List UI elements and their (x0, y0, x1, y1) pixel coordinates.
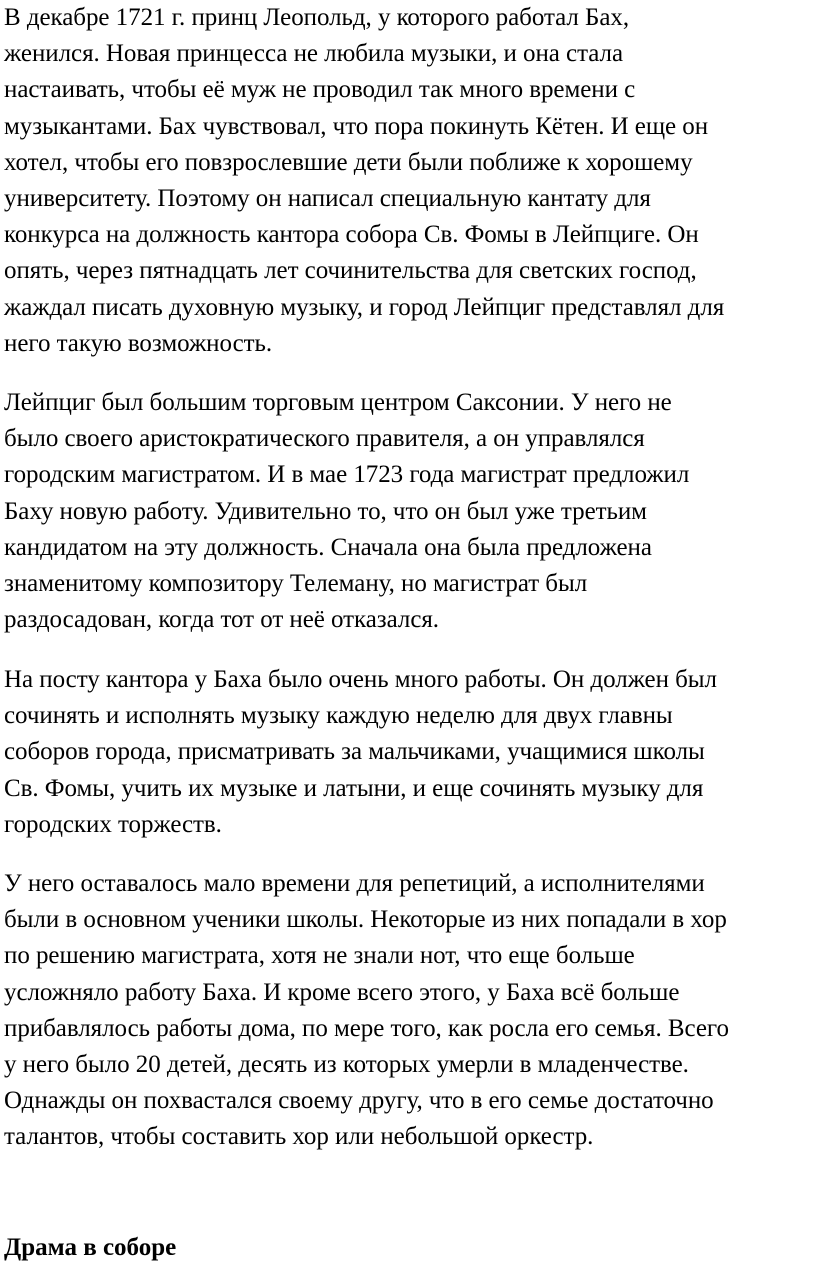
section-heading: Драма в соборе (4, 1234, 177, 1261)
paragraph-cantor-duties: На посту кантора у Баха было очень много работы. Он должен был сочинять и исполнять музыку каждую неделю для двух главны соборов города, присматривать за мальчиками, учащимися школы Св. Фомы, учить их музыке и латыни, и еще сочинять музыку для городских торжеств. (4, 666, 717, 838)
paragraph-leopold-marriage: В декабре 1721 г. принц Леопольд, у которого работал Бах, женился. Новая принцесса не любила музыки, и она стала настаивать, чтобы её муж не проводил так много времени с музыкантами. Бах чувствовал, что пора покинуть Кётен. И еще он хотел, чтобы его повзрослевшие дети были поближе к хорошему университету. Поэтому он написал специальную кантату для конкурса на должность кантора собора Св. Фомы в Лейпциге. Он опять, через пятнадцать лет сочинительства для светских господ, жаждал писать духовную музыку, и город Лейпциг представлял для него такую возможность. (4, 4, 725, 357)
paragraph-family: У него оставалось мало времени для репетиций, а исполнителями были в основном ученики школы. Некоторые из них попадали в хор по решению магистрата, хотя не знали нот, что еще больше усложняло работу Баха. И кроме всего этого, у Баха всё больше прибавлялось работы дома, по мере того, как росла его семья. Всего у него было 20 детей, десять из которых умерли в младенчестве. Однажды он похвастался своему другу, что в его семье достаточно талантов, чтобы составить хор или небольшой оркестр. (4, 870, 729, 1151)
paragraph-leipzig: Лейпциг был большим торговым центром Саксонии. У него не было своего аристократического правителя, а он управлялся городским магистратом. И в мае 1723 года магистрат предложил Баху новую работу. Удивительно то, что он был уже третьим кандидатом на эту должность. Сначала она была предложена знаменитому композитору Телеману, но магистрат был раздосадован, когда тот от неё отказался. (4, 389, 690, 634)
